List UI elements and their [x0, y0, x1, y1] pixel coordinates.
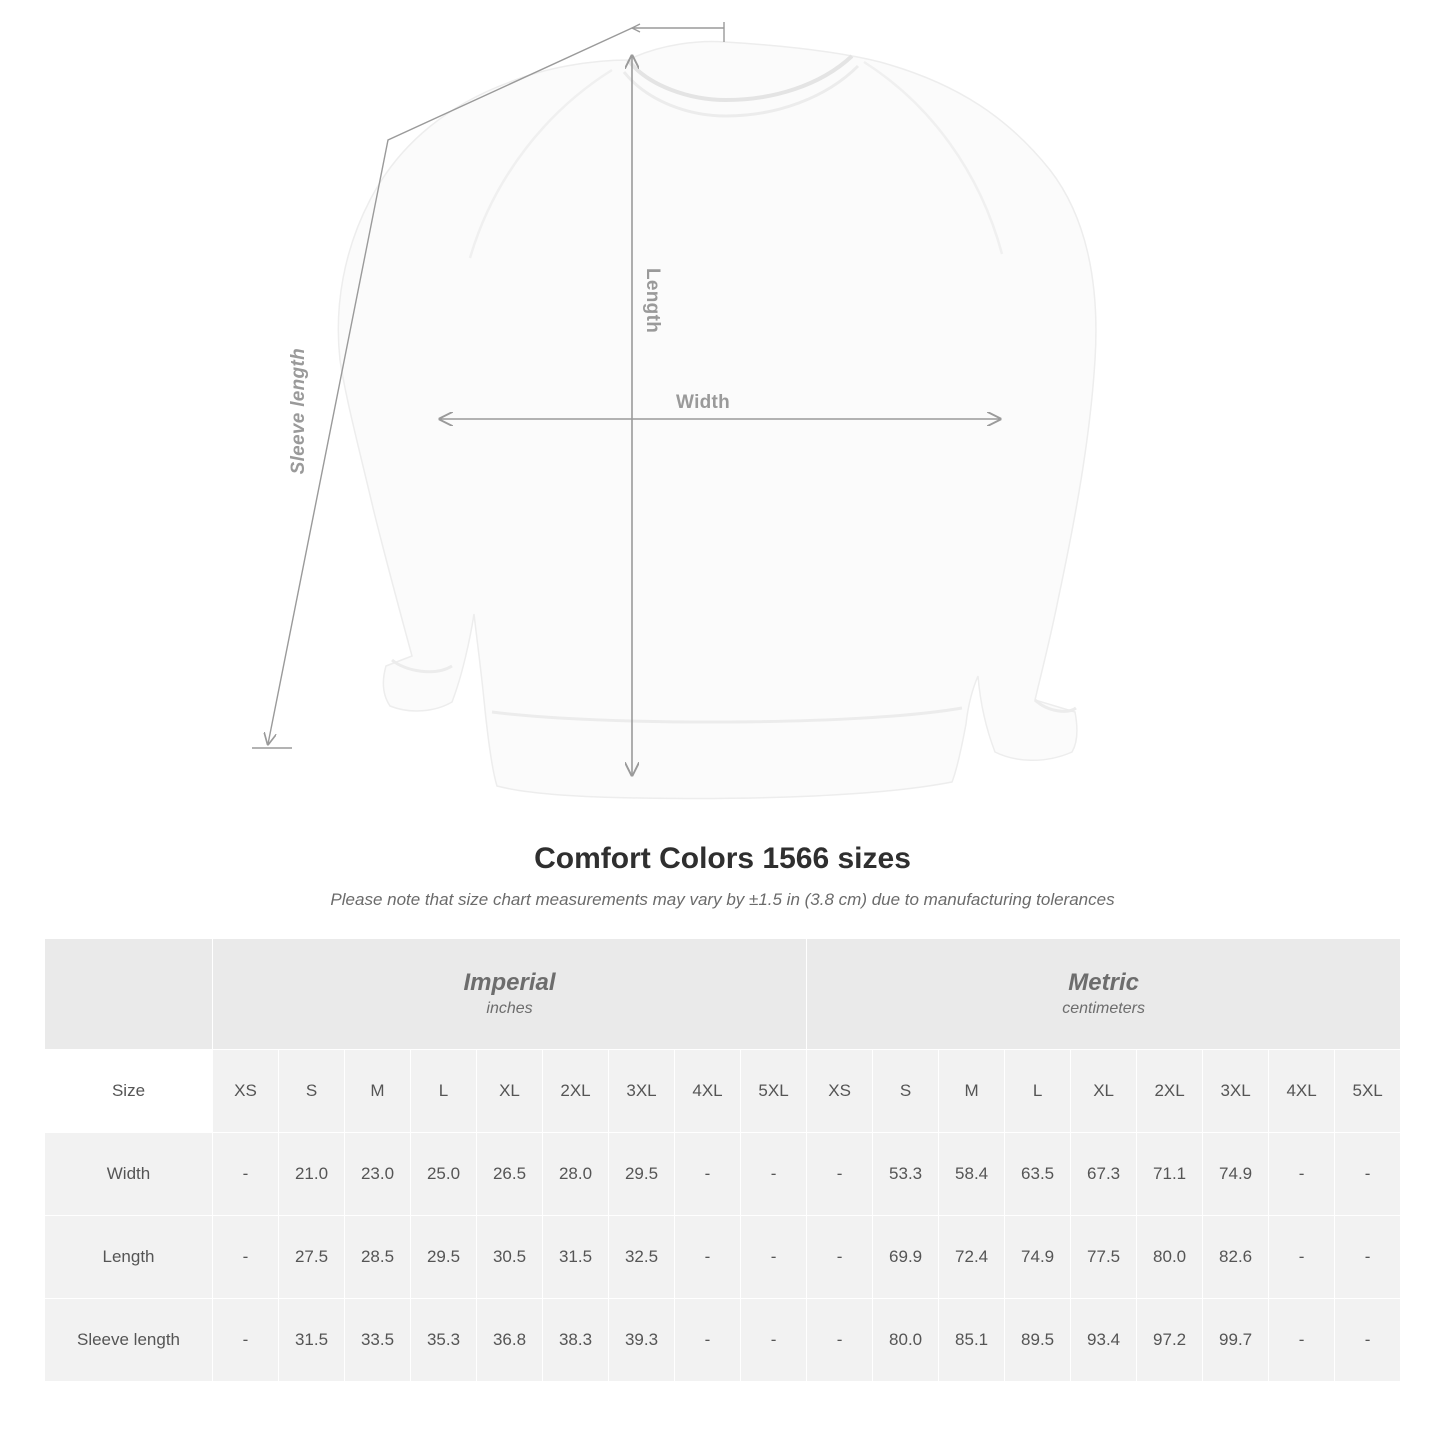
cell-sleeve-imperial-m: 33.5 [345, 1299, 411, 1382]
row-label-sleeve-length: Sleeve length [45, 1299, 213, 1382]
cell-width-imperial-5xl: - [741, 1133, 807, 1216]
cell-width-metric-s: 53.3 [873, 1133, 939, 1216]
sleeve-length-label: Sleeve length [288, 348, 309, 475]
column-header-imperial-3xl: 3XL [609, 1050, 675, 1133]
column-header-imperial-4xl: 4XL [675, 1050, 741, 1133]
column-header-metric-3xl: 3XL [1203, 1050, 1269, 1133]
column-header-metric-2xl: 2XL [1137, 1050, 1203, 1133]
cell-length-metric-m: 72.4 [939, 1216, 1005, 1299]
column-header-metric-xl: XL [1071, 1050, 1137, 1133]
cell-sleeve-metric-2xl: 97.2 [1137, 1299, 1203, 1382]
cell-sleeve-imperial-s: 31.5 [279, 1299, 345, 1382]
cell-width-metric-3xl: 74.9 [1203, 1133, 1269, 1216]
column-header-size: Size [45, 1050, 213, 1133]
cell-length-metric-xs: - [807, 1216, 873, 1299]
cell-width-imperial-2xl: 28.0 [543, 1133, 609, 1216]
cell-sleeve-metric-4xl: - [1269, 1299, 1335, 1382]
cell-width-metric-xs: - [807, 1133, 873, 1216]
sweatshirt-shape [338, 42, 1096, 799]
table-corner [45, 939, 213, 1050]
unit-group-imperial [213, 939, 807, 1050]
cell-length-metric-5xl: - [1335, 1216, 1401, 1299]
cell-width-imperial-xs: - [213, 1133, 279, 1216]
cell-length-imperial-3xl: 32.5 [609, 1216, 675, 1299]
cell-sleeve-imperial-xl: 36.8 [477, 1299, 543, 1382]
cell-length-metric-3xl: 82.6 [1203, 1216, 1269, 1299]
cell-sleeve-imperial-3xl: 39.3 [609, 1299, 675, 1382]
cell-width-imperial-m: 23.0 [345, 1133, 411, 1216]
cell-length-imperial-m: 28.5 [345, 1216, 411, 1299]
size-table [44, 938, 1401, 1382]
size-table-wrapper [44, 938, 1401, 1382]
unit-sub-imperial: inches [486, 999, 533, 1017]
width-label: Width [676, 392, 731, 413]
row-label-length: Length [45, 1216, 213, 1299]
column-header-imperial-5xl: 5XL [741, 1050, 807, 1133]
cell-width-imperial-4xl: - [675, 1133, 741, 1216]
column-header-metric-s: S [873, 1050, 939, 1133]
table-row [45, 1216, 1401, 1299]
cell-sleeve-metric-s: 80.0 [873, 1299, 939, 1382]
cell-sleeve-metric-m: 85.1 [939, 1299, 1005, 1382]
unit-header-row [45, 939, 1401, 1050]
column-header-imperial-xl: XL [477, 1050, 543, 1133]
cell-length-metric-4xl: - [1269, 1216, 1335, 1299]
cell-sleeve-imperial-l: 35.3 [411, 1299, 477, 1382]
unit-group-metric [807, 939, 1401, 1050]
column-header-metric-4xl: 4XL [1269, 1050, 1335, 1133]
cell-length-imperial-xl: 30.5 [477, 1216, 543, 1299]
row-label-width: Width [45, 1133, 213, 1216]
cell-width-imperial-xl: 26.5 [477, 1133, 543, 1216]
cell-width-metric-xl: 67.3 [1071, 1133, 1137, 1216]
cell-width-imperial-l: 25.0 [411, 1133, 477, 1216]
unit-name-imperial: Imperial [463, 968, 556, 996]
cell-sleeve-metric-xs: - [807, 1299, 873, 1382]
cell-width-metric-m: 58.4 [939, 1133, 1005, 1216]
tolerance-note: Please note that size chart measurements may vary by ±1.5 in (3.8 cm) due to manufacturing tolerances [330, 890, 1115, 909]
cell-sleeve-metric-l: 89.5 [1005, 1299, 1071, 1382]
cell-length-imperial-xs: - [213, 1216, 279, 1299]
cell-length-imperial-5xl: - [741, 1216, 807, 1299]
column-header-imperial-s: S [279, 1050, 345, 1133]
cell-sleeve-imperial-5xl: - [741, 1299, 807, 1382]
cell-sleeve-metric-xl: 93.4 [1071, 1299, 1137, 1382]
cell-width-metric-4xl: - [1269, 1133, 1335, 1216]
size-header-row [45, 1050, 1401, 1133]
cell-length-imperial-l: 29.5 [411, 1216, 477, 1299]
cell-sleeve-metric-5xl: - [1335, 1299, 1401, 1382]
table-row [45, 1133, 1401, 1216]
cell-sleeve-metric-3xl: 99.7 [1203, 1299, 1269, 1382]
unit-sub-metric: centimeters [1062, 999, 1145, 1017]
cell-sleeve-imperial-2xl: 38.3 [543, 1299, 609, 1382]
cell-width-metric-2xl: 71.1 [1137, 1133, 1203, 1216]
column-header-imperial-xs: XS [213, 1050, 279, 1133]
cell-length-imperial-2xl: 31.5 [543, 1216, 609, 1299]
cell-width-imperial-3xl: 29.5 [609, 1133, 675, 1216]
cell-length-metric-l: 74.9 [1005, 1216, 1071, 1299]
column-header-metric-m: M [939, 1050, 1005, 1133]
column-header-imperial-l: L [411, 1050, 477, 1133]
cell-length-imperial-4xl: - [675, 1216, 741, 1299]
table-row [45, 1299, 1401, 1382]
column-header-metric-5xl: 5XL [1335, 1050, 1401, 1133]
cell-sleeve-imperial-4xl: - [675, 1299, 741, 1382]
cell-width-metric-l: 63.5 [1005, 1133, 1071, 1216]
column-header-metric-xs: XS [807, 1050, 873, 1133]
unit-name-metric: Metric [1068, 968, 1139, 996]
column-header-imperial-2xl: 2XL [543, 1050, 609, 1133]
cell-width-imperial-s: 21.0 [279, 1133, 345, 1216]
column-header-imperial-m: M [345, 1050, 411, 1133]
cell-length-metric-s: 69.9 [873, 1216, 939, 1299]
cell-length-metric-2xl: 80.0 [1137, 1216, 1203, 1299]
column-header-metric-l: L [1005, 1050, 1071, 1133]
cell-length-imperial-s: 27.5 [279, 1216, 345, 1299]
page-title: Comfort Colors 1566 sizes [534, 842, 911, 875]
length-label: Length [642, 268, 663, 334]
cell-length-metric-xl: 77.5 [1071, 1216, 1137, 1299]
cell-width-metric-5xl: - [1335, 1133, 1401, 1216]
cell-sleeve-imperial-xs: - [213, 1299, 279, 1382]
